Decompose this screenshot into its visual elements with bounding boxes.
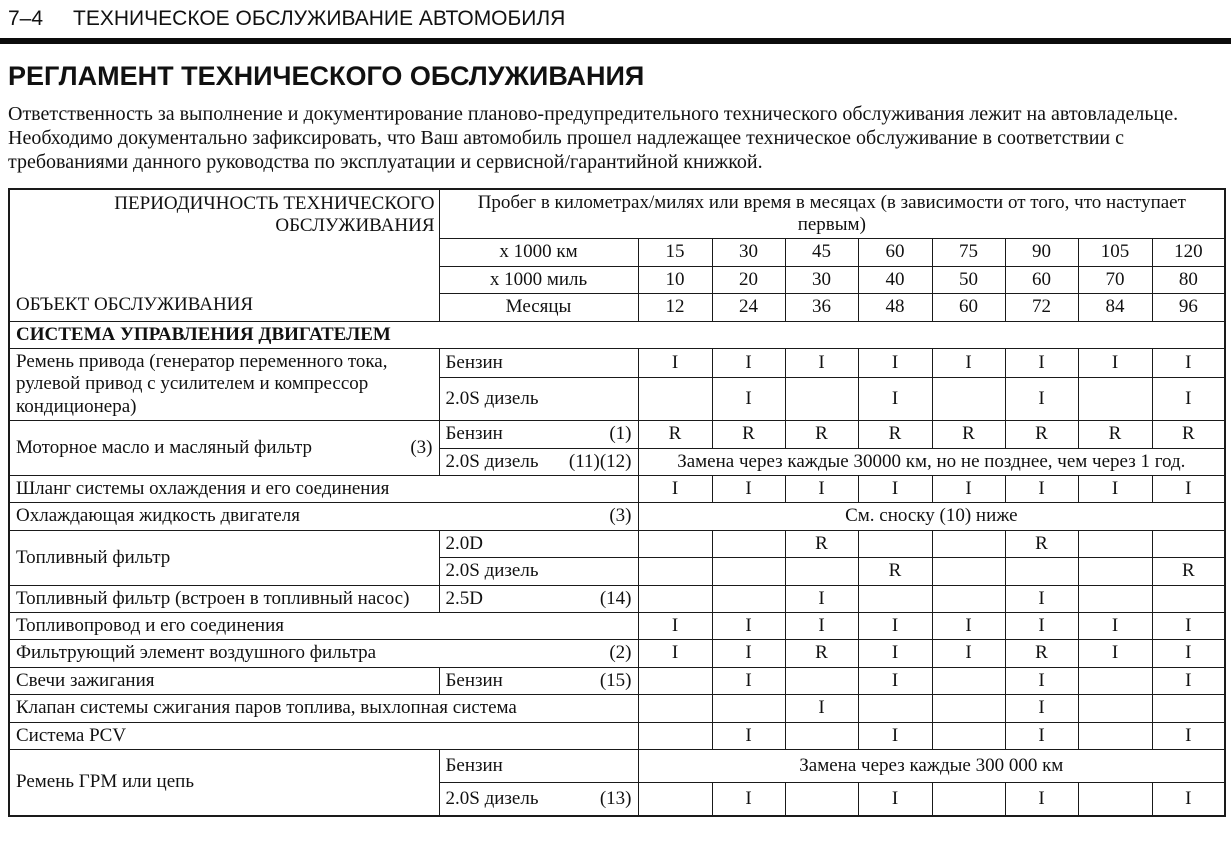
value-cell: I xyxy=(858,783,932,816)
value-cell: I xyxy=(785,349,858,378)
value-cell: I xyxy=(1152,613,1225,640)
value-cell xyxy=(712,530,785,557)
item-cell: Ремень привода (генератор переменного тока, рулевой привод с усилителем и компрессор кондиционера) xyxy=(9,349,439,421)
value-cell: R xyxy=(785,421,858,448)
value-cell xyxy=(1078,530,1152,557)
value-cell xyxy=(638,585,712,612)
value-cell: I xyxy=(785,476,858,503)
value-cell xyxy=(1152,585,1225,612)
item-cell: Шланг системы охлаждения и его соединения xyxy=(9,476,638,503)
value-cell: I xyxy=(932,349,1005,378)
value-cell xyxy=(932,558,1005,585)
value-cell: I xyxy=(1152,722,1225,749)
item-cell-label: Моторное масло и масляный фильтр xyxy=(16,436,312,458)
value-cell xyxy=(1152,695,1225,722)
value-cell: I xyxy=(712,667,785,694)
value-cell xyxy=(1078,783,1152,816)
unit-label-cell: Месяцы xyxy=(439,294,638,321)
value-cell: I xyxy=(932,476,1005,503)
value-cell: R xyxy=(932,421,1005,448)
value-cell xyxy=(858,695,932,722)
interval-value-cell: 24 xyxy=(712,294,785,321)
interval-value-cell: 84 xyxy=(1078,294,1152,321)
value-cell: I xyxy=(638,613,712,640)
value-cell: R xyxy=(1078,421,1152,448)
header-object-cell xyxy=(9,189,439,322)
object-of-service-label: ОБЪЕКТ ОБСЛУЖИВАНИЯ xyxy=(16,294,254,316)
interval-value-cell: 12 xyxy=(638,294,712,321)
interval-value-cell: 75 xyxy=(932,239,1005,266)
value-cell: R xyxy=(712,421,785,448)
interval-value-cell: 120 xyxy=(1152,239,1225,266)
value-cell: I xyxy=(858,349,932,378)
table-row xyxy=(9,349,1225,378)
engine-variant-cell-label: Бензин xyxy=(445,423,503,445)
value-cell xyxy=(712,558,785,585)
engine-variant-cell: 2.0S дизель xyxy=(439,558,638,585)
value-cell xyxy=(1078,585,1152,612)
footnote-ref: (14) xyxy=(599,587,632,609)
value-cell xyxy=(638,558,712,585)
value-cell xyxy=(785,558,858,585)
value-cell xyxy=(1078,695,1152,722)
interval-value-cell: 80 xyxy=(1152,266,1225,293)
table-row xyxy=(9,613,1225,640)
interval-value-cell: 30 xyxy=(785,266,858,293)
table-row xyxy=(9,667,1225,694)
value-cell: I xyxy=(1005,695,1078,722)
table-row xyxy=(9,530,1225,557)
unit-label-cell: х 1000 км xyxy=(439,239,638,266)
interval-value-cell: 48 xyxy=(858,294,932,321)
value-cell: R xyxy=(785,640,858,667)
value-cell: I xyxy=(638,349,712,378)
interval-value-cell: 60 xyxy=(932,294,1005,321)
engine-variant-cell-label: Бензин xyxy=(445,669,503,691)
value-cell: I xyxy=(1005,722,1078,749)
value-cell: I xyxy=(1005,667,1078,694)
mileage-header-cell: Пробег в километрах/милях или время в месяцах (в зависимости от того, что наступает первым) xyxy=(439,189,1225,239)
section-title-cell: СИСТЕМА УПРАВЛЕНИЯ ДВИГАТЕЛЕМ xyxy=(9,321,1225,348)
value-cell xyxy=(932,722,1005,749)
interval-value-cell: 105 xyxy=(1078,239,1152,266)
item-cell: Система PCV xyxy=(9,722,638,749)
interval-value-cell: 10 xyxy=(638,266,712,293)
item-cell-label: Охлаждающая жидкость двигателя xyxy=(16,505,300,527)
engine-variant-cell xyxy=(439,448,638,475)
value-cell xyxy=(638,695,712,722)
interval-value-cell: 45 xyxy=(785,239,858,266)
table-row xyxy=(9,640,1225,667)
value-cell xyxy=(638,783,712,816)
value-cell xyxy=(712,695,785,722)
value-cell: R xyxy=(638,421,712,448)
value-cell xyxy=(858,585,932,612)
engine-variant-cell: Бензин xyxy=(439,750,638,783)
value-cell: I xyxy=(1005,613,1078,640)
value-cell xyxy=(932,667,1005,694)
table-row xyxy=(9,476,1225,503)
value-cell xyxy=(932,695,1005,722)
footnote-ref: (11)(12) xyxy=(568,450,632,472)
value-cell: I xyxy=(1005,783,1078,816)
running-header-title: ТЕХНИЧЕСКОЕ ОБСЛУЖИВАНИЕ АВТОМОБИЛЯ xyxy=(73,7,566,30)
value-cell xyxy=(1078,558,1152,585)
interval-note-cell: Замена через каждые 30000 км, но не позднее, чем через 1 год. xyxy=(638,448,1225,475)
engine-variant-cell-label: 2.5D xyxy=(445,587,483,609)
value-cell xyxy=(638,530,712,557)
value-cell: I xyxy=(1152,476,1225,503)
engine-variant-cell: 2.0D xyxy=(439,530,638,557)
value-cell: I xyxy=(712,349,785,378)
value-cell xyxy=(1005,558,1078,585)
table-row xyxy=(9,722,1225,749)
interval-value-cell: 20 xyxy=(712,266,785,293)
value-cell: I xyxy=(1152,349,1225,378)
value-cell xyxy=(1078,722,1152,749)
header-rule xyxy=(0,38,1231,44)
value-cell: I xyxy=(712,783,785,816)
value-cell xyxy=(638,378,712,421)
value-cell: I xyxy=(1078,349,1152,378)
value-cell: I xyxy=(1152,783,1225,816)
engine-variant-cell xyxy=(439,421,638,448)
interval-value-cell: 15 xyxy=(638,239,712,266)
value-cell: I xyxy=(858,640,932,667)
value-cell: I xyxy=(785,613,858,640)
value-cell: I xyxy=(712,640,785,667)
interval-note-cell: Замена через каждые 300 000 км xyxy=(638,750,1225,783)
interval-value-cell: 96 xyxy=(1152,294,1225,321)
value-cell xyxy=(785,722,858,749)
value-cell: I xyxy=(1078,640,1152,667)
value-cell: I xyxy=(712,613,785,640)
engine-variant-cell xyxy=(439,783,638,816)
value-cell: I xyxy=(858,378,932,421)
engine-variant-cell xyxy=(439,667,638,694)
value-cell: I xyxy=(858,722,932,749)
footnote-ref: (3) xyxy=(410,436,433,458)
footnote-ref: (3) xyxy=(609,505,632,527)
item-cell: Топливный фильтр xyxy=(9,530,439,585)
value-cell: R xyxy=(1005,421,1078,448)
interval-note-cell: См. сноску (10) ниже xyxy=(638,503,1225,530)
value-cell xyxy=(858,530,932,557)
value-cell xyxy=(638,722,712,749)
footnote-ref: (1) xyxy=(609,423,632,445)
engine-variant-cell-label: 2.0S дизель xyxy=(445,450,539,472)
value-cell: I xyxy=(1005,378,1078,421)
table-row xyxy=(9,750,1225,783)
value-cell: R xyxy=(858,421,932,448)
section-row xyxy=(9,321,1225,348)
value-cell xyxy=(785,378,858,421)
footnote-ref: (2) xyxy=(609,642,632,664)
interval-value-cell: 72 xyxy=(1005,294,1078,321)
value-cell: I xyxy=(858,476,932,503)
item-cell xyxy=(9,640,638,667)
interval-value-cell: 50 xyxy=(932,266,1005,293)
value-cell: I xyxy=(1005,349,1078,378)
table-row xyxy=(9,695,1225,722)
item-cell: Свечи зажигания xyxy=(9,667,439,694)
table-row xyxy=(9,585,1225,612)
item-cell-label: Фильтрующий элемент воздушного фильтра xyxy=(16,642,377,664)
page-number: 7–4 xyxy=(8,7,44,30)
value-cell xyxy=(932,530,1005,557)
value-cell: I xyxy=(858,667,932,694)
value-cell: R xyxy=(1152,558,1225,585)
value-cell: I xyxy=(1078,476,1152,503)
footnote-ref: (13) xyxy=(599,787,632,809)
value-cell xyxy=(932,378,1005,421)
maintenance-schedule-table xyxy=(8,188,1226,817)
item-cell xyxy=(9,421,439,476)
value-cell: R xyxy=(858,558,932,585)
value-cell: I xyxy=(1152,667,1225,694)
engine-variant-cell-label: 2.0S дизель xyxy=(445,787,539,809)
value-cell: I xyxy=(1005,476,1078,503)
value-cell: I xyxy=(1152,378,1225,421)
value-cell xyxy=(785,667,858,694)
value-cell: I xyxy=(932,613,1005,640)
value-cell: I xyxy=(785,585,858,612)
value-cell: I xyxy=(712,722,785,749)
value-cell xyxy=(932,585,1005,612)
item-cell: Ремень ГРМ или цепь xyxy=(9,750,439,816)
table-row xyxy=(9,503,1225,530)
value-cell xyxy=(1078,667,1152,694)
value-cell xyxy=(1152,530,1225,557)
value-cell xyxy=(1078,378,1152,421)
interval-value-cell: 30 xyxy=(712,239,785,266)
intro-paragraph: Ответственность за выполнение и документирование планово-предупредительного технического обслуживания лежит на автовладельце. Необходимо документально зафиксировать, что Ваш автомобиль прошел надлежащее техническое обслуживание в соответствии с требованиями данного руководства по эксплуатации и сервисной/гарантийной книжкой. xyxy=(8,103,1179,174)
value-cell: I xyxy=(638,640,712,667)
running-header xyxy=(0,0,1231,31)
periodicity-label: ПЕРИОДИЧНОСТЬ ТЕХНИЧЕСКОГО ОБСЛУЖИВАНИЯ xyxy=(114,192,435,237)
value-cell: I xyxy=(712,476,785,503)
item-cell xyxy=(9,503,638,530)
interval-value-cell: 40 xyxy=(858,266,932,293)
value-cell xyxy=(932,783,1005,816)
table-header-row xyxy=(9,189,1225,239)
engine-variant-cell: Бензин xyxy=(439,349,638,378)
page-title: РЕГЛАМЕНТ ТЕХНИЧЕСКОГО ОБСЛУЖИВАНИЯ xyxy=(8,61,645,91)
footnote-ref: (15) xyxy=(599,669,632,691)
value-cell: I xyxy=(785,695,858,722)
unit-label-cell: х 1000 миль xyxy=(439,266,638,293)
value-cell: R xyxy=(1005,640,1078,667)
interval-value-cell: 90 xyxy=(1005,239,1078,266)
item-cell: Топливопровод и его соединения xyxy=(9,613,638,640)
value-cell: I xyxy=(638,476,712,503)
value-cell: I xyxy=(712,378,785,421)
interval-value-cell: 60 xyxy=(858,239,932,266)
item-cell: Топливный фильтр (встроен в топливный насос) xyxy=(9,585,439,612)
interval-value-cell: 60 xyxy=(1005,266,1078,293)
value-cell: R xyxy=(1152,421,1225,448)
interval-value-cell: 36 xyxy=(785,294,858,321)
item-cell: Клапан системы сжигания паров топлива, выхлопная система xyxy=(9,695,638,722)
interval-value-cell: 70 xyxy=(1078,266,1152,293)
value-cell: R xyxy=(1005,530,1078,557)
value-cell xyxy=(785,783,858,816)
value-cell: R xyxy=(785,530,858,557)
table-row xyxy=(9,421,1225,448)
value-cell: I xyxy=(932,640,1005,667)
value-cell: I xyxy=(858,613,932,640)
value-cell: I xyxy=(1152,640,1225,667)
value-cell xyxy=(712,585,785,612)
value-cell: I xyxy=(1005,585,1078,612)
value-cell: I xyxy=(1078,613,1152,640)
value-cell xyxy=(638,667,712,694)
engine-variant-cell: 2.0S дизель xyxy=(439,378,638,421)
engine-variant-cell xyxy=(439,585,638,612)
